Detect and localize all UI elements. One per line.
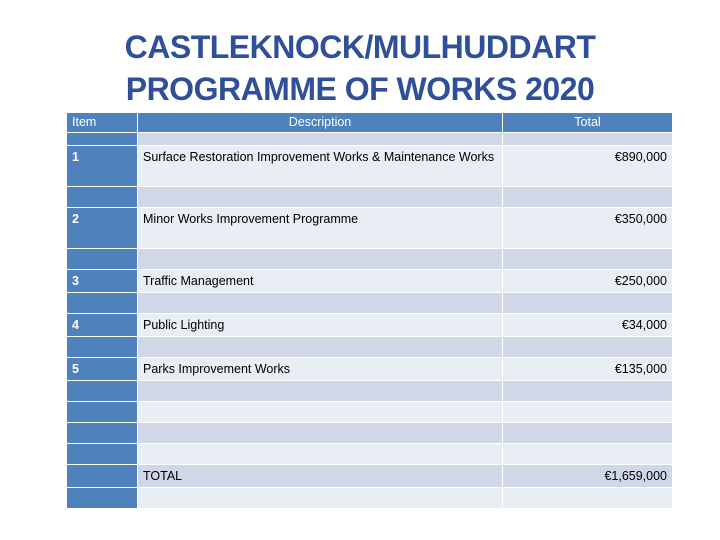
cell-item [67, 293, 138, 314]
cell-description [138, 337, 503, 358]
cell-total [503, 133, 673, 146]
table-row [67, 146, 673, 187]
table-row-total [67, 465, 673, 488]
cell-item [67, 133, 138, 146]
cell-description: Public Lighting [138, 314, 503, 337]
table-row [67, 358, 673, 381]
cell-description [138, 187, 503, 208]
cell-item [67, 337, 138, 358]
cell-total [503, 187, 673, 208]
cell-item: 1 [67, 146, 138, 187]
cell-item [67, 444, 138, 465]
table-row [67, 270, 673, 293]
cell-total: €250,000 [503, 270, 673, 293]
cell-item: 2 [67, 208, 138, 249]
title-line-2: PROGRAMME OF WORKS 2020 [125, 71, 595, 107]
cell-item: 5 [67, 358, 138, 381]
cell-item [67, 381, 138, 402]
cell-total: €135,000 [503, 358, 673, 381]
cell-description: Traffic Management [138, 270, 503, 293]
table-row [67, 381, 673, 402]
header-item: Item [67, 113, 138, 133]
cell-total: €34,000 [503, 314, 673, 337]
table-header-row [67, 113, 673, 133]
table-row [67, 314, 673, 337]
cell-item [67, 488, 138, 509]
table-row [67, 133, 673, 146]
table-row [67, 208, 673, 249]
cell-total [503, 488, 673, 509]
cell-item: 3 [67, 270, 138, 293]
cell-total [503, 444, 673, 465]
cell-total [503, 381, 673, 402]
cell-item [67, 402, 138, 423]
cell-description: Surface Restoration Improvement Works & Maintenance Works [138, 146, 503, 187]
cell-total [503, 423, 673, 444]
works-table [66, 112, 673, 509]
total-label: TOTAL [138, 465, 503, 488]
cell-total [503, 337, 673, 358]
cell-description [138, 444, 503, 465]
cell-total [503, 249, 673, 270]
cell-total: €890,000 [503, 146, 673, 187]
table-row [67, 249, 673, 270]
cell-item [67, 423, 138, 444]
grand-total-value: €1,659,000 [503, 465, 673, 488]
cell-description: Minor Works Improvement Programme [138, 208, 503, 249]
cell-item [67, 249, 138, 270]
cell-total: €350,000 [503, 208, 673, 249]
cell-description [138, 381, 503, 402]
table-row [67, 293, 673, 314]
table-row [67, 423, 673, 444]
cell-description [138, 402, 503, 423]
cell-total [503, 402, 673, 423]
cell-total [503, 293, 673, 314]
cell-description [138, 249, 503, 270]
table-row [67, 337, 673, 358]
cell-description: Parks Improvement Works [138, 358, 503, 381]
header-description: Description [138, 113, 503, 133]
table-row [67, 187, 673, 208]
cell-description [138, 293, 503, 314]
table-row [67, 488, 673, 509]
header-total: Total [503, 113, 673, 133]
cell-item [67, 465, 138, 488]
cell-description [138, 133, 503, 146]
page-title [0, 26, 720, 110]
table-row [67, 402, 673, 423]
cell-description [138, 488, 503, 509]
table-row [67, 444, 673, 465]
cell-item [67, 187, 138, 208]
cell-item: 4 [67, 314, 138, 337]
title-line-1: CASTLEKNOCK/MULHUDDART [124, 29, 596, 65]
cell-description [138, 423, 503, 444]
